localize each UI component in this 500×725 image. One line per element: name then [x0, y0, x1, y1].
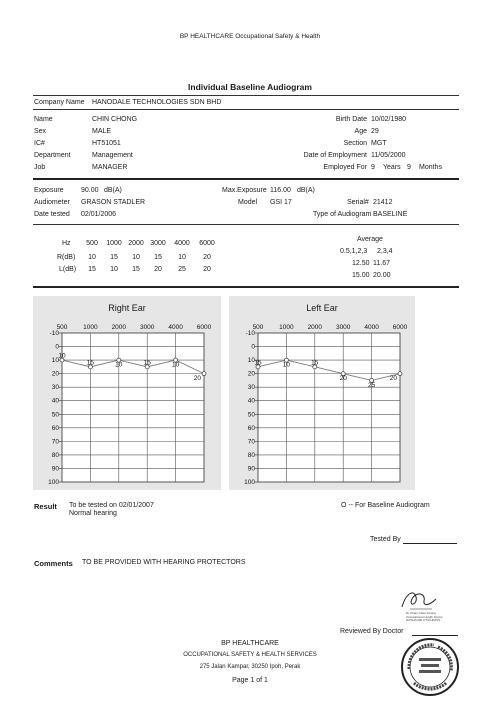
right-db-label: R(dB): [57, 254, 76, 261]
y-tick-label: -10: [49, 330, 59, 337]
left-db-cell: 10: [110, 266, 118, 273]
y-tick-label: 30: [51, 384, 59, 392]
threshold-point: [202, 372, 206, 376]
divider: [33, 95, 459, 96]
y-tick-label: 100: [244, 479, 255, 486]
company-value: HANODALE TECHNOLOGIES SDN BHD: [92, 99, 222, 106]
y-tick-label: 60: [51, 424, 59, 432]
result-line-2: Normal hearing: [69, 510, 117, 517]
left-ear-audiogram: [229, 296, 415, 490]
department-value: Management: [92, 152, 133, 159]
y-tick-label: 10: [247, 357, 255, 365]
y-tick-label: 0: [55, 343, 59, 351]
job-value: MANAGER: [92, 164, 128, 171]
data-label: 15: [254, 359, 262, 367]
y-tick-label: 0: [251, 343, 255, 351]
model-label: Model: [238, 199, 258, 206]
y-tick-label: 70: [51, 438, 59, 446]
y-tick-label: 70: [247, 438, 255, 446]
ic-label: IC#: [34, 140, 45, 147]
model-value: GSI 17: [270, 199, 292, 206]
right-db-cell: 10: [132, 254, 140, 261]
x-tick-label: 1000: [279, 324, 294, 331]
doctor-stamp-text: Dr Chian Chee Kwong Occupational Health Doctor DOSH/OHD 2/7/OHD/P/9: [406, 611, 443, 622]
right-db-cell: 15: [154, 254, 162, 261]
page-number: Page 1 of 1: [232, 677, 268, 684]
reviewed-by-label: Reviewed By Doctor: [340, 628, 404, 635]
org-header: BP HEALTHCARE Occupational Safety & Health: [179, 33, 321, 40]
data-label: 10: [58, 352, 66, 360]
exposure-label: Exposure: [34, 187, 64, 194]
y-tick-label: 20: [247, 370, 255, 378]
birth-date-value: 10/02/1980: [371, 116, 407, 123]
years-label: Years: [383, 164, 401, 171]
plot-area: [258, 333, 400, 482]
average-header-1: 0.5,1,2,3: [340, 248, 368, 255]
date-tested-label: Date tested: [34, 211, 70, 218]
data-label: 10: [171, 361, 180, 369]
comments-text: TO BE PROVIDED WITH HEARING PROTECTORS: [82, 559, 246, 566]
y-tick-label: 40: [51, 397, 59, 405]
data-label: 25: [367, 381, 376, 389]
x-tick-label: 3000: [335, 324, 351, 331]
job-label: Job: [34, 164, 46, 171]
average-left-1: 15.00: [352, 272, 370, 279]
y-tick-label: 40: [247, 397, 255, 405]
ic-value: HT51051: [92, 140, 121, 147]
x-tick-label: 2000: [307, 324, 323, 331]
x-tick-label: 500: [56, 324, 68, 331]
employed-months-count: 9: [407, 164, 411, 171]
data-label: 10: [282, 361, 291, 369]
right-ear-audiogram: [33, 296, 221, 490]
freq-cell: 1000: [106, 240, 122, 247]
data-label: 10: [115, 361, 123, 369]
audiogram-type-value: BASELINE: [373, 211, 408, 218]
page-title: Individual Baseline Audiogram: [188, 82, 312, 92]
employment-date-label: Date of Employment: [303, 152, 367, 159]
y-tick-label: 20: [51, 370, 59, 378]
hz-label: Hz: [62, 240, 71, 247]
footer-org: BP HEALTHCARE: [221, 640, 279, 647]
employed-years-count: 9: [371, 164, 375, 171]
divider: [33, 224, 459, 225]
age-value: 29: [371, 128, 379, 135]
freq-cell: 3000: [150, 240, 166, 247]
x-tick-label: 4000: [364, 324, 379, 331]
y-tick-label: 30: [247, 384, 255, 392]
divider: [33, 286, 459, 288]
department-label: Department: [34, 152, 71, 159]
name-value: CHIN CHONG: [92, 116, 138, 123]
max-exposure-value: 116.00: [270, 187, 291, 194]
birth-date-label: Birth Date: [335, 116, 367, 123]
average-title: Average: [357, 236, 383, 243]
right-db-cell: 20: [203, 254, 211, 261]
right-db-cell: 15: [110, 254, 118, 261]
sex-label: Sex: [34, 128, 47, 135]
result-label: Result: [34, 502, 57, 511]
y-tick-label: 60: [247, 424, 255, 432]
y-tick-label: 80: [51, 451, 59, 459]
reviewed-by-line: [412, 635, 458, 636]
exposure-value: 90.00: [81, 187, 99, 194]
y-tick-label: 10: [51, 357, 59, 365]
x-tick-label: 3000: [139, 324, 155, 331]
data-label: 20: [193, 375, 201, 383]
y-tick-label: 90: [247, 465, 255, 473]
data-label: 15: [311, 359, 319, 367]
left-db-cell: 20: [154, 266, 162, 273]
x-tick-label: 1000: [83, 324, 98, 331]
employment-date-value: 11/05/2000: [371, 152, 406, 159]
data-label: 20: [389, 375, 397, 383]
employed-for-label: Employed For: [323, 164, 367, 171]
x-tick-label: 6000: [196, 324, 212, 331]
data-label: 15: [143, 359, 151, 367]
y-tick-label: 80: [247, 451, 255, 459]
left-db-cell: 15: [132, 266, 140, 273]
right-ear-title: Right Ear: [108, 303, 146, 313]
data-label: 20: [339, 375, 347, 383]
freq-cell: 4000: [174, 240, 190, 247]
x-tick-label: 6000: [392, 324, 408, 331]
data-label: 15: [86, 359, 95, 367]
y-tick-label: 50: [247, 411, 255, 419]
left-db-cell: 25: [178, 266, 186, 273]
section-value: MGT: [371, 140, 387, 147]
right-db-cell: 10: [88, 254, 96, 261]
right-db-cell: 10: [178, 254, 186, 261]
company-label: Company Name: [34, 99, 85, 106]
max-exposure-label: Max.Exposure: [222, 187, 267, 194]
average-left-2: 20.00: [373, 272, 391, 279]
max-exposure-unit: dB(A): [297, 187, 315, 194]
exposure-unit: dB(A): [104, 187, 122, 194]
name-label: Name: [34, 116, 53, 123]
serial-label: Serial#: [347, 199, 369, 206]
plot-area: [62, 333, 204, 482]
average-right-1: 12.50: [352, 260, 370, 267]
audiometer-value: GRASON STADLER: [81, 199, 146, 206]
y-tick-label: 100: [48, 479, 59, 486]
doctor-signature: [396, 585, 440, 613]
threshold-point: [398, 372, 402, 376]
date-tested-value: 02/01/2006: [81, 211, 117, 218]
y-tick-label: 90: [51, 465, 59, 473]
months-label: Months: [419, 164, 442, 171]
footer-address: 275 Jalan Kampar, 30250 Ipoh, Perak: [199, 664, 301, 670]
left-ear-title: Left Ear: [306, 303, 338, 313]
serial-value: 21412: [373, 199, 393, 206]
baseline-legend: O -- For Baseline Audiogram: [341, 502, 430, 509]
y-tick-label: 50: [51, 411, 59, 419]
tested-by-label: Tested By: [370, 536, 401, 543]
freq-cell: 500: [86, 240, 98, 247]
audiometer-label: Audiometer: [34, 199, 70, 206]
freq-cell: 2000: [128, 240, 144, 247]
audiogram-type-label: Type of Audiogram: [313, 211, 372, 218]
divider: [33, 178, 459, 180]
section-label: Section: [343, 140, 367, 147]
x-tick-label: 4000: [168, 324, 183, 331]
age-label: Age: [354, 128, 367, 135]
left-db-cell: 15: [88, 266, 96, 273]
result-line-1: To be tested on 02/01/2007: [69, 502, 154, 509]
x-tick-label: 2000: [111, 324, 127, 331]
sex-value: MALE: [92, 128, 112, 135]
freq-cell: 6000: [199, 240, 215, 247]
x-tick-label: 500: [252, 324, 264, 331]
footer-department: OCCUPATIONAL SAFETY & HEALTH SERVICES: [183, 652, 317, 658]
average-right-2: 11.67: [373, 260, 390, 267]
y-tick-label: -10: [245, 330, 255, 337]
tested-by-line: [403, 543, 457, 544]
average-header-2: 2,3,4: [377, 248, 393, 255]
left-db-label: L(dB): [59, 266, 77, 273]
divider: [33, 109, 459, 110]
left-db-cell: 20: [203, 266, 211, 273]
comments-label: Comments: [34, 559, 73, 568]
